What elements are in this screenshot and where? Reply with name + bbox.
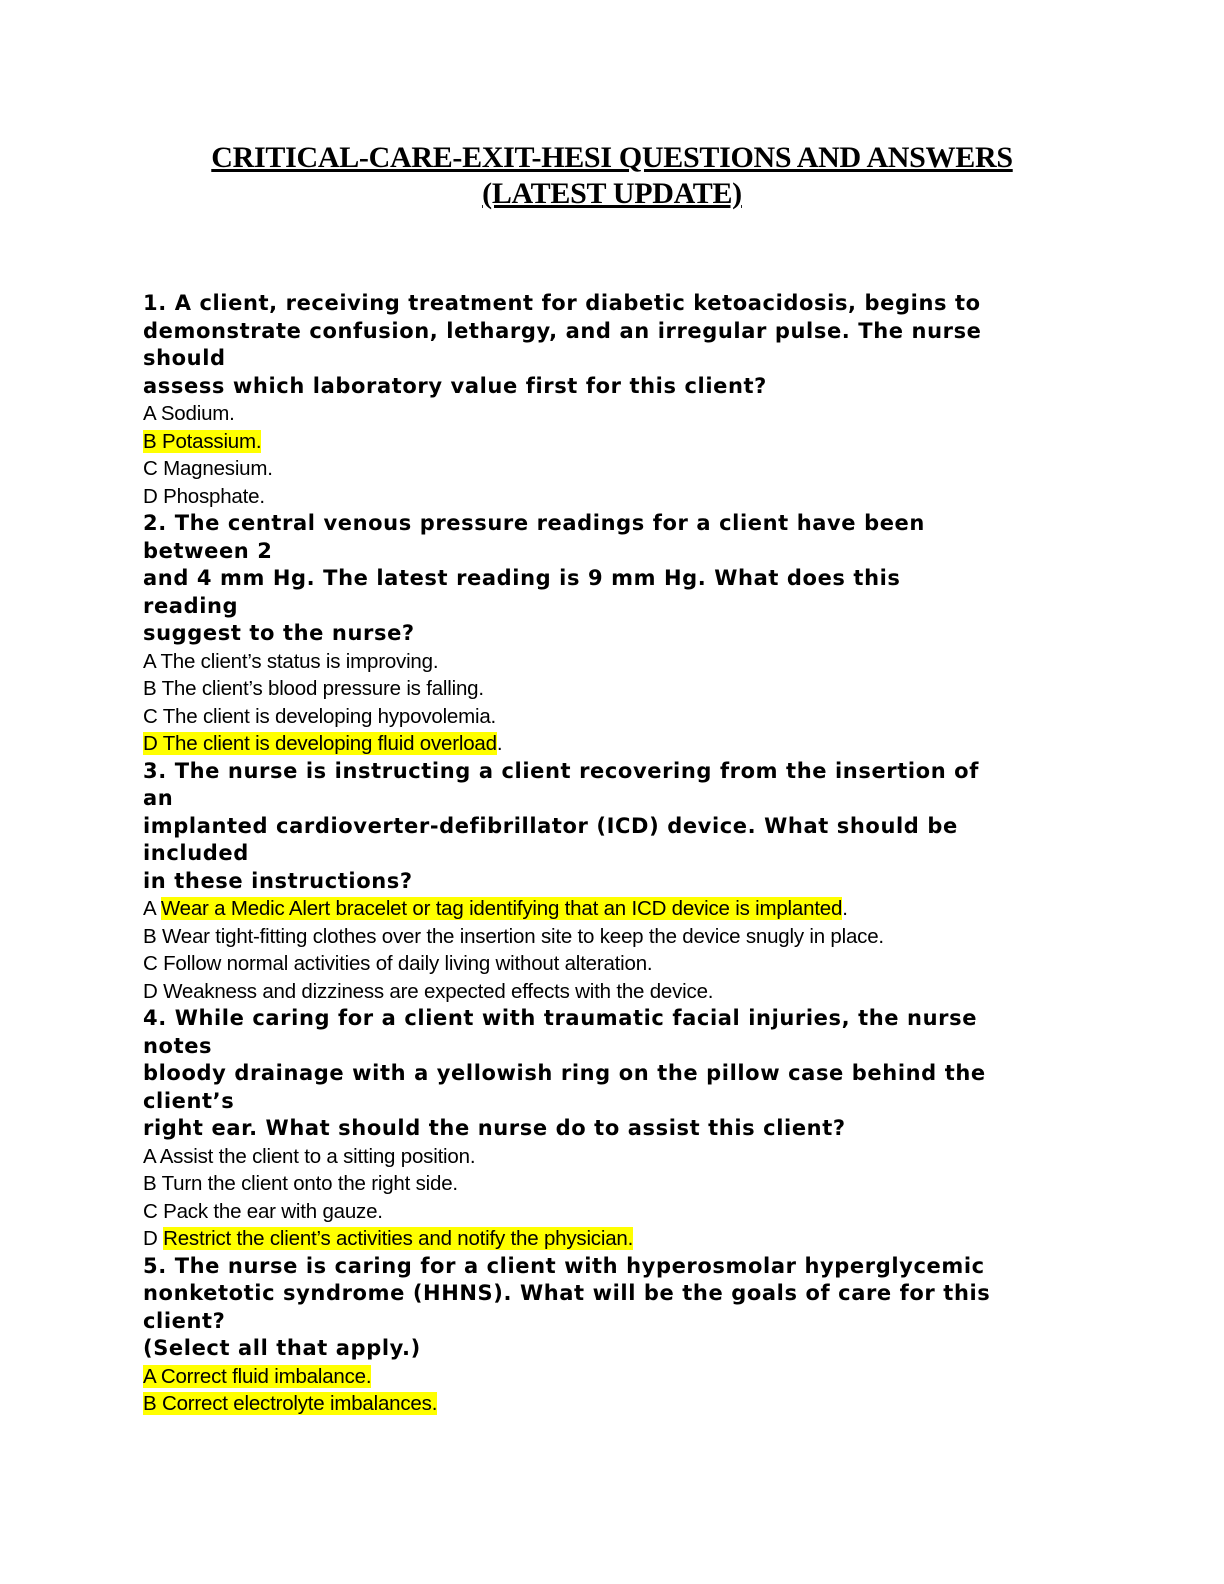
question-4-stem-line: 4. While caring for a client with traumatic facial injuries, the nurse <box>143 1006 978 1030</box>
question-2-stem-line: and 4 mm Hg. The latest reading is 9 mm Hg. What does this <box>143 566 901 590</box>
option-letter: A <box>143 897 161 920</box>
question-3-option-b <box>143 923 1083 951</box>
option-text: A Sodium. <box>143 402 235 425</box>
question-4-stem-line: right ear. What should the nurse do to assist this client? <box>143 1116 846 1140</box>
question-3-stem-line: an <box>143 786 174 810</box>
question-1-stem-line: should <box>143 346 226 370</box>
question-5 <box>143 1253 1083 1418</box>
question-4-option-c <box>143 1198 1083 1226</box>
question-5-stem-line: (Select all that apply.) <box>143 1336 421 1360</box>
question-1-stem-line: demonstrate confusion, lethargy, and an irregular pulse. The nurse <box>143 318 982 343</box>
question-4 <box>143 1005 1083 1253</box>
question-3 <box>143 758 1083 1006</box>
question-4-stem-line: bloody drainage with a yellowish ring on the pillow case behind the <box>143 1061 986 1085</box>
question-3-option-a-correct <box>143 895 1083 923</box>
option-text: C Magnesium. <box>143 457 273 480</box>
question-2 <box>143 510 1083 758</box>
question-5-stem-line: nonketotic syndrome (HHNS). What will be the goals of care for this <box>143 1281 991 1305</box>
option-text: D Phosphate. <box>143 484 265 508</box>
question-1-stem-line: assess which laboratory value first for this client? <box>143 373 767 398</box>
option-text: C Pack the ear with gauze. <box>143 1199 383 1223</box>
question-3-stem-line: included <box>143 841 249 865</box>
highlighted-answer: Restrict the client’s activities and notify the physician. <box>163 1227 634 1250</box>
option-text: D Weakness and dizziness are expected effects with the device. <box>143 979 714 1003</box>
question-5-stem-line: client? <box>143 1308 226 1333</box>
question-2-option-c <box>143 703 1083 731</box>
option-text: C The client is developing hypovolemia. <box>143 704 497 728</box>
question-1 <box>143 290 1083 510</box>
question-2-stem-line: reading <box>143 593 239 618</box>
question-2-option-d-correct <box>143 730 1083 758</box>
question-2-stem-line: 2. The central venous pressure readings for a client have been <box>143 511 925 535</box>
highlighted-answer: Wear a Medic Alert bracelet or tag identifying that an ICD device is implanted <box>160 897 843 920</box>
option-text: C Follow normal activities of daily living without alteration. <box>143 952 653 975</box>
option-text: A The client’s status is improving. <box>143 649 439 673</box>
question-3-option-c <box>143 950 1083 978</box>
option-text: B Turn the client onto the right side. <box>143 1172 458 1195</box>
question-1-stem-line: 1. A client, receiving treatment for diabetic ketoacidosis, begins to <box>143 291 981 315</box>
question-2-stem-line: suggest to the nurse? <box>143 621 415 645</box>
option-punctuation: . <box>496 732 503 755</box>
question-4-stem-line: client’s <box>143 1088 235 1113</box>
question-2-stem-line: between 2 <box>143 538 273 563</box>
document-title-line-1: CRITICAL-CARE-EXIT-HESI QUESTIONS AND ANSWERS <box>211 141 1013 174</box>
question-4-stem-line: notes <box>143 1033 213 1058</box>
question-list <box>143 290 1083 1418</box>
question-4-option-a <box>143 1143 1083 1171</box>
question-5-stem-line: 5. The nurse is caring for a client with hyperosmolar hyperglycemic <box>143 1253 985 1278</box>
option-punctuation: . <box>842 897 848 920</box>
highlighted-answer: D The client is developing fluid overload <box>143 732 497 755</box>
highlighted-answer: A Correct fluid imbalance. <box>143 1364 372 1388</box>
question-4-option-b <box>143 1170 1083 1198</box>
document-title-line-2: (LATEST UPDATE) <box>482 177 742 210</box>
question-3-option-d <box>143 978 1083 1006</box>
option-text: B The client’s blood pressure is falling. <box>143 677 484 700</box>
highlighted-answer: B Potassium. <box>143 429 262 453</box>
highlighted-answer: B Correct electrolyte imbalances. <box>143 1392 438 1415</box>
question-1-option-a <box>143 400 1083 428</box>
question-3-stem-line: 3. The nurse is instructing a client recovering from the insertion of <box>143 758 979 783</box>
question-1-option-c <box>143 455 1083 483</box>
question-1-option-b-correct <box>143 428 1083 456</box>
question-5-option-b-correct <box>143 1390 1083 1418</box>
question-2-option-b <box>143 675 1083 703</box>
question-2-option-a <box>143 648 1083 676</box>
option-text: A Assist the client to a sitting position. <box>143 1144 476 1168</box>
option-text: B Wear tight-fitting clothes over the insertion site to keep the device snugly in place. <box>143 924 884 948</box>
question-5-option-a-correct <box>143 1363 1083 1391</box>
question-3-stem-line: implanted cardioverter-defibrillator (ICD) device. What should be <box>143 813 958 838</box>
question-1-option-d <box>143 483 1083 511</box>
question-3-stem-line: in these instructions? <box>143 868 413 893</box>
option-letter: D <box>143 1227 164 1250</box>
question-4-option-d-correct <box>143 1225 1083 1253</box>
